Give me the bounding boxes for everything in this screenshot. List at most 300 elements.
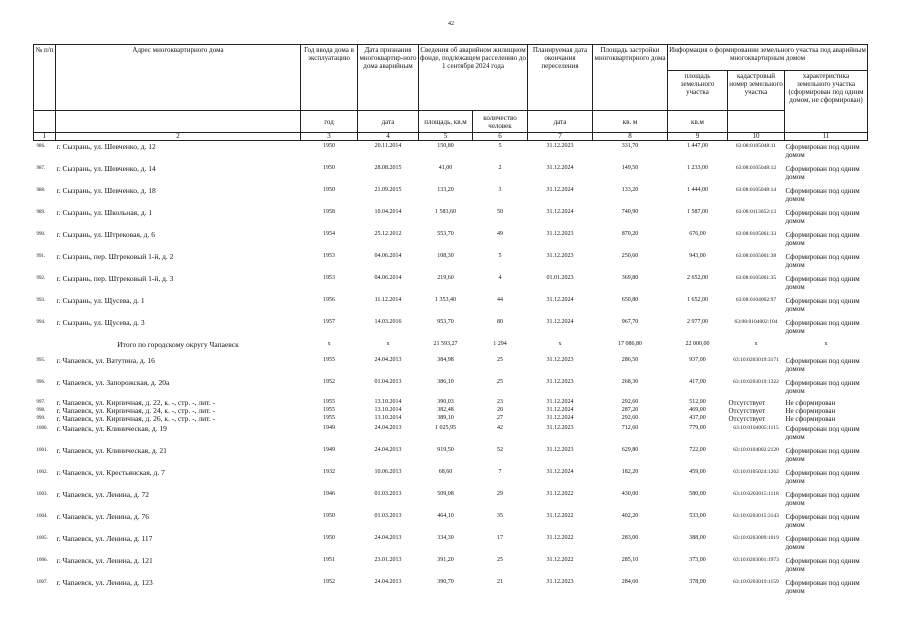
row-number: 994. bbox=[36, 320, 46, 325]
table-row bbox=[34, 399, 868, 407]
row-building-area: 967,70 bbox=[621, 319, 639, 325]
row-status: Сформирован под одним домом bbox=[785, 447, 860, 463]
row-status: Не сформирован bbox=[785, 399, 836, 407]
table-row bbox=[34, 229, 868, 251]
row-date: 10.06.2013 bbox=[374, 469, 402, 475]
total-cadastral: x bbox=[754, 341, 758, 347]
row-cadastral: Отсутствует bbox=[728, 399, 766, 407]
row-number: 1001. bbox=[36, 448, 48, 453]
row-people: 52 bbox=[497, 447, 503, 453]
column-number: 1 bbox=[34, 133, 56, 141]
row-number: 996. bbox=[36, 380, 46, 385]
header-cadastral: кадастровый номер земельного участка bbox=[728, 71, 785, 111]
column-number: 5 bbox=[419, 133, 473, 141]
header-land-info: Информация о формировании земельного участка под аварийным многоквартирным домом bbox=[668, 45, 868, 71]
row-building-area: 268,30 bbox=[621, 379, 639, 385]
row-year: 1951 bbox=[323, 557, 335, 563]
row-address: г. Сызрань, пер. Штрековый 1-й, д. 2 bbox=[56, 252, 174, 261]
row-land-area: 937,00 bbox=[689, 357, 706, 363]
row-number: 1006. bbox=[36, 558, 48, 563]
row-land-area: 1 587,00 bbox=[687, 209, 708, 215]
row-address: г. Сызрань, ул. Щусева, д. 3 bbox=[56, 318, 145, 327]
row-date: 24.04.2013 bbox=[374, 425, 402, 431]
row-status: Сформирован под одним домом bbox=[785, 165, 860, 181]
table-body bbox=[34, 141, 868, 600]
unit-address bbox=[56, 111, 301, 133]
row-land-area: 512,00 bbox=[689, 399, 706, 405]
row-people: 25 bbox=[497, 357, 503, 363]
column-number: 2 bbox=[56, 133, 301, 141]
row-area: 219,60 bbox=[437, 275, 454, 281]
total-area: 21 593,27 bbox=[433, 341, 458, 347]
row-land-area: 779,00 bbox=[689, 425, 706, 431]
row-cadastral: 63:08:0105061:38 bbox=[735, 253, 777, 259]
row-land-area: 676,00 bbox=[689, 231, 706, 237]
row-people: 44 bbox=[497, 297, 503, 303]
row-area: 389,10 bbox=[437, 415, 454, 421]
row-area: 384,98 bbox=[437, 357, 454, 363]
row-land-area: 1 652,00 bbox=[687, 297, 708, 303]
row-land-area: 1 447,00 bbox=[687, 143, 708, 149]
total-label: Итого по городскому округу Чапаевск bbox=[117, 340, 239, 349]
row-address: г. Сызрань, ул. Шевченко, д. 14 bbox=[56, 164, 156, 173]
row-people: 23 bbox=[497, 399, 503, 405]
row-area: 133,20 bbox=[437, 187, 454, 193]
row-building-area: 292,60 bbox=[621, 399, 639, 405]
total-status: x bbox=[824, 341, 828, 347]
row-land-area: 373,00 bbox=[689, 557, 706, 563]
row-date: 24.04.2013 bbox=[374, 579, 402, 585]
total-land-area: 22 000,00 bbox=[685, 341, 710, 347]
row-plan-date: 31.12.2023 bbox=[546, 253, 574, 259]
row-plan-date: 31.12.2024 bbox=[546, 297, 574, 303]
row-number: 988. bbox=[36, 188, 46, 193]
row-building-area: 287,20 bbox=[621, 407, 639, 413]
total-year: x bbox=[327, 341, 331, 347]
row-year: 1932 bbox=[323, 469, 335, 475]
row-address: г. Чапаевск, ул. Ленина, д. 76 bbox=[56, 512, 149, 521]
row-number: 995. bbox=[36, 358, 46, 363]
column-number: 3 bbox=[301, 133, 358, 141]
row-building-area: 629,80 bbox=[621, 447, 639, 453]
row-area: 382,48 bbox=[437, 407, 454, 413]
row-plan-date: 31.12.2024 bbox=[546, 469, 574, 475]
row-area: 391,20 bbox=[437, 557, 454, 563]
row-area: 108,30 bbox=[437, 253, 454, 259]
row-people: 3 bbox=[498, 187, 502, 193]
row-plan-date: 31.12.2023 bbox=[546, 357, 574, 363]
row-status: Сформирован под одним домом bbox=[785, 143, 860, 159]
row-number: 993. bbox=[36, 298, 46, 303]
row-date: 24.04.2013 bbox=[374, 447, 402, 453]
row-land-area: 469,00 bbox=[689, 407, 706, 413]
row-status: Сформирован под одним домом bbox=[785, 379, 860, 395]
row-land-area: 378,00 bbox=[689, 579, 706, 585]
row-status: Сформирован под одним домом bbox=[785, 275, 860, 291]
row-plan-date: 31.12.2024 bbox=[546, 399, 574, 405]
row-building-area: 870,20 bbox=[621, 231, 639, 237]
row-plan-date: 31.12.2022 bbox=[546, 557, 574, 563]
row-year: 1957 bbox=[323, 319, 335, 325]
row-number: 989. bbox=[36, 210, 46, 215]
row-plan-date: 31.12.2024 bbox=[546, 187, 574, 193]
table-header bbox=[34, 45, 868, 141]
row-address: г. Чапаевск, ул. Ленина, д. 121 bbox=[56, 556, 153, 565]
row-address: г. Чапаевск, ул. Ленина, д. 72 bbox=[56, 490, 149, 499]
row-building-area: 286,50 bbox=[621, 357, 639, 363]
row-address: г. Чапаевск, ул. Крестьянская, д. 7 bbox=[56, 468, 165, 477]
table-row bbox=[34, 555, 868, 577]
total-people: 1 294 bbox=[493, 341, 507, 347]
header-building-area: Площадь застройки многоквартирного дома bbox=[593, 45, 668, 111]
table-row bbox=[34, 141, 868, 164]
unit-building-area: кв. м bbox=[593, 111, 668, 133]
row-address: г. Сызрань, ул. Шевченко, д. 12 bbox=[56, 142, 156, 151]
header-land-area: площадь земельного участка bbox=[668, 71, 728, 111]
row-year: 1950 bbox=[323, 535, 335, 541]
row-land-area: 722,00 bbox=[689, 447, 706, 453]
header-address: Адрес многоквартирного дома bbox=[56, 45, 301, 111]
row-status: Сформирован под одним домом bbox=[785, 557, 860, 573]
row-people: 2 bbox=[498, 165, 502, 171]
row-plan-date: 31.12.2022 bbox=[546, 513, 574, 519]
row-year: 1949 bbox=[323, 447, 335, 453]
row-status: Сформирован под одним домом bbox=[785, 491, 860, 507]
row-people: 50 bbox=[497, 209, 503, 215]
row-status: Сформирован под одним домом bbox=[785, 579, 860, 595]
row-area: 390,70 bbox=[437, 579, 454, 585]
row-date: 20.11.2014 bbox=[374, 143, 402, 149]
row-status: Сформирован под одним домом bbox=[785, 319, 860, 335]
housing-table bbox=[33, 44, 868, 599]
row-date: 01.03.2013 bbox=[374, 491, 402, 497]
row-cadastral: 63:10:0203019:1159 bbox=[733, 579, 779, 585]
table-row bbox=[34, 467, 868, 489]
row-status: Сформирован под одним домом bbox=[785, 209, 860, 225]
row-year: 1946 bbox=[323, 491, 335, 497]
column-number: 9 bbox=[668, 133, 728, 141]
row-number: 1002. bbox=[36, 470, 48, 475]
row-number: 1007. bbox=[36, 580, 48, 585]
row-area: 553,70 bbox=[437, 231, 454, 237]
row-year: 1953 bbox=[323, 253, 335, 259]
row-number: 990. bbox=[36, 232, 46, 237]
row-people: 29 bbox=[497, 491, 503, 497]
row-status: Сформирован под одним домом bbox=[785, 469, 860, 485]
row-year: 1955 bbox=[323, 415, 335, 421]
unit-row-number bbox=[34, 111, 56, 133]
row-building-area: 331,70 bbox=[621, 143, 639, 149]
row-plan-date: 31.12.2024 bbox=[546, 165, 574, 171]
column-number: 11 bbox=[785, 133, 868, 141]
row-building-area: 284,60 bbox=[621, 579, 639, 585]
row-plan-date: 01.01.2023 bbox=[546, 275, 574, 281]
total-number bbox=[34, 339, 56, 355]
row-date: 21.09.2015 bbox=[374, 187, 402, 193]
row-plan-date: 31.12.2022 bbox=[546, 491, 574, 497]
row-cadastral: 63:10:0104002:2120 bbox=[733, 447, 779, 453]
row-building-area: 740,90 bbox=[621, 209, 639, 215]
row-address: г. Чапаевск, ул. Клиническая, д. 21 bbox=[56, 446, 167, 455]
row-plan-date: 31.12.2022 bbox=[546, 535, 574, 541]
row-status: Не сформирован bbox=[785, 407, 836, 415]
row-cadastral: 63:08:0104002:104 bbox=[734, 319, 778, 325]
row-address: г. Чапаевск, ул. Ватутина, д. 16 bbox=[56, 356, 155, 365]
row-year: 1953 bbox=[323, 275, 335, 281]
row-number: 1000. bbox=[36, 426, 48, 431]
row-land-area: 459,00 bbox=[689, 469, 706, 475]
row-people: 20 bbox=[497, 407, 503, 413]
table-row bbox=[34, 489, 868, 511]
row-address: г. Чапаевск, ул. Кирпичная, д. 24, к. -, стр. -, лит. - bbox=[56, 407, 216, 415]
row-people: 42 bbox=[497, 425, 503, 431]
table-row bbox=[34, 185, 868, 207]
row-cadastral: 63:10:0203015:3143 bbox=[733, 513, 779, 519]
row-area: 68,60 bbox=[438, 469, 453, 475]
unit-year: год bbox=[301, 111, 358, 133]
row-area: 1 353,40 bbox=[435, 297, 456, 303]
row-people: 49 bbox=[497, 231, 503, 237]
table-row bbox=[34, 295, 868, 317]
row-people: 4 bbox=[498, 275, 502, 281]
row-area: 509,08 bbox=[437, 491, 454, 497]
row-number: 1003. bbox=[36, 492, 48, 497]
row-building-area: 182,20 bbox=[621, 469, 639, 475]
table-row bbox=[34, 415, 868, 423]
row-date: 24.04.2013 bbox=[374, 535, 402, 541]
row-people: 25 bbox=[497, 557, 503, 563]
row-building-area: 149,50 bbox=[621, 165, 639, 171]
row-land-area: 437,00 bbox=[689, 415, 706, 421]
header-row-number: № п/п bbox=[34, 45, 56, 111]
row-people: 27 bbox=[497, 415, 503, 421]
row-number: 1005. bbox=[36, 536, 48, 541]
row-area: 464,10 bbox=[437, 513, 454, 519]
row-date: 10.04.2014 bbox=[374, 209, 402, 215]
table-row bbox=[34, 533, 868, 555]
table-row bbox=[34, 511, 868, 533]
row-address: г. Чапаевск, ул. Ленина, д. 123 bbox=[56, 578, 153, 587]
row-plan-date: 31.12.2024 bbox=[546, 319, 574, 325]
row-cadastral: 63:08:0105048:14 bbox=[735, 187, 777, 193]
row-land-area: 580,00 bbox=[689, 491, 706, 497]
row-cadastral: 63:10:0203019:1322 bbox=[733, 379, 779, 385]
row-year: 1955 bbox=[323, 407, 335, 413]
row-building-area: 650,80 bbox=[621, 297, 639, 303]
row-number: 997. bbox=[36, 400, 46, 405]
row-cadastral: 63:08:0105061:35 bbox=[735, 275, 777, 281]
row-land-area: 943,00 bbox=[689, 253, 706, 259]
row-plan-date: 31.12.2023 bbox=[546, 579, 574, 585]
row-date: 13.10.2014 bbox=[374, 415, 402, 421]
row-land-area: 2 652,00 bbox=[687, 275, 708, 281]
row-date: 13.10.2014 bbox=[374, 407, 402, 413]
row-year: 1954 bbox=[323, 231, 335, 237]
unit-cadastral bbox=[728, 111, 785, 133]
row-status: Сформирован под одним домом bbox=[785, 187, 860, 203]
row-area: 953,70 bbox=[437, 319, 454, 325]
row-date: 04.06.2014 bbox=[374, 275, 402, 281]
row-area: 150,80 bbox=[437, 143, 454, 149]
row-people: 21 bbox=[497, 579, 503, 585]
header-emergency-fund: Сведения об аварийном жилищном фонде, подлежащем расселению до 1 сентября 2024 года bbox=[419, 45, 528, 111]
total-building-area: 17 086,80 bbox=[618, 341, 642, 347]
row-area: 390,03 bbox=[437, 399, 454, 405]
row-year: 1950 bbox=[323, 143, 335, 149]
row-date: 24.04.2013 bbox=[374, 357, 402, 363]
row-people: 5 bbox=[498, 253, 502, 259]
total-plan-date: x bbox=[558, 341, 562, 347]
row-address: г. Сызрань, ул. Щусева, д. 1 bbox=[56, 296, 145, 305]
row-land-area: 417,00 bbox=[689, 379, 706, 385]
row-people: 5 bbox=[498, 143, 502, 149]
row-land-area: 2 977,00 bbox=[687, 319, 708, 325]
row-address: г. Чапаевск, ул. Кирпичная, д. 26, к. -, стр. -, лит. - bbox=[56, 415, 216, 423]
row-number: 986. bbox=[36, 144, 46, 149]
row-address: г. Чапаевск, ул. Кирпичная, д. 22, к. -, стр. -, лит. - bbox=[56, 399, 216, 407]
table-row bbox=[34, 407, 868, 415]
row-land-area: 388,00 bbox=[689, 535, 706, 541]
row-area: 1 025,95 bbox=[435, 425, 456, 431]
row-cadastral: Отсутствует bbox=[728, 415, 766, 423]
row-status: Сформирован под одним домом bbox=[785, 231, 860, 247]
row-plan-date: 31.12.2024 bbox=[546, 407, 574, 413]
row-number: 992. bbox=[36, 276, 46, 281]
row-year: 1950 bbox=[323, 165, 335, 171]
row-cadastral: 63:08:0105048:12 bbox=[735, 165, 777, 171]
row-address: г. Сызрань, ул. Штрековая, д. 6 bbox=[56, 230, 155, 239]
row-building-area: 430,00 bbox=[621, 491, 639, 497]
row-area: 919,50 bbox=[437, 447, 454, 453]
row-status: Сформирован под одним домом bbox=[785, 297, 860, 313]
row-date: 11.12.2014 bbox=[374, 297, 402, 303]
row-building-area: 133,20 bbox=[621, 187, 639, 193]
row-number: 998. bbox=[36, 408, 46, 413]
row-area: 1 583,60 bbox=[435, 209, 456, 215]
table-row bbox=[34, 423, 868, 445]
header-land-status: характеристика земельного участка (сформирован под одним домом, не сформирован) bbox=[785, 71, 868, 133]
row-building-area: 283,00 bbox=[621, 535, 639, 541]
row-building-area: 250,60 bbox=[621, 253, 639, 259]
row-address: г. Чапаевск, ул. Ленина, д. 117 bbox=[56, 534, 153, 543]
column-number: 7 bbox=[528, 133, 593, 141]
table-row bbox=[34, 377, 868, 399]
row-building-area: 285,10 bbox=[621, 557, 639, 563]
row-cadastral: 63:10:0203009:1019 bbox=[733, 535, 779, 541]
row-cadastral: 63:10:0104005:1115 bbox=[733, 425, 779, 431]
row-number: 991. bbox=[36, 254, 46, 259]
row-people: 80 bbox=[497, 319, 503, 325]
row-area: 41,00 bbox=[438, 165, 453, 171]
row-building-area: 402,20 bbox=[621, 513, 639, 519]
page-number: 42 bbox=[448, 21, 454, 27]
row-address: г. Чапаевск, ул. Клиническая, д. 19 bbox=[56, 424, 167, 433]
table-row bbox=[34, 355, 868, 377]
unit-land-area: кв.м bbox=[668, 111, 728, 133]
row-status: Не сформирован bbox=[785, 415, 836, 423]
row-plan-date: 31.12.2023 bbox=[546, 425, 574, 431]
row-address: г. Сызрань, ул. Школьная, д. 1 bbox=[56, 208, 153, 217]
unit-plan-date: дата bbox=[528, 111, 593, 133]
row-building-area: 292,60 bbox=[621, 415, 639, 421]
table-row bbox=[34, 207, 868, 229]
row-date: 01.04.2013 bbox=[374, 379, 402, 385]
table-row bbox=[34, 445, 868, 467]
table-row bbox=[34, 577, 868, 599]
row-date: 04.06.2014 bbox=[374, 253, 402, 259]
row-year: 1956 bbox=[323, 297, 335, 303]
row-cadastral: 63:08:0105061:33 bbox=[735, 231, 777, 237]
row-people: 17 bbox=[497, 535, 503, 541]
unit-area: площадь, кв.м bbox=[419, 111, 473, 133]
header-emergency-date: Дата признания многоквартир-ного дома аварийным bbox=[358, 45, 419, 111]
row-people: 25 bbox=[497, 379, 503, 385]
row-plan-date: 31.12.2023 bbox=[546, 379, 574, 385]
row-date: 01.03.2013 bbox=[374, 513, 402, 519]
row-status: Сформирован под одним домом bbox=[785, 535, 860, 551]
row-plan-date: 31.12.2023 bbox=[546, 143, 574, 149]
row-date: 14.03.2016 bbox=[374, 319, 402, 325]
row-number: 1004. bbox=[36, 514, 48, 519]
row-plan-date: 31.12.2023 bbox=[546, 447, 574, 453]
row-year: 1958 bbox=[323, 209, 335, 215]
row-year: 1952 bbox=[323, 379, 335, 385]
column-number: 6 bbox=[473, 133, 528, 141]
column-number: 8 bbox=[593, 133, 668, 141]
row-building-area: 712,60 bbox=[621, 425, 639, 431]
row-year: 1955 bbox=[323, 399, 335, 405]
row-date: 25.12.2012 bbox=[374, 231, 402, 237]
header-plan-date: Планируемая дата окончания переселения bbox=[528, 45, 593, 111]
row-cadastral: 63:08:0104002:97 bbox=[735, 297, 777, 303]
row-year: 1952 bbox=[323, 579, 335, 585]
row-cadastral: 63:10:0105024:1262 bbox=[733, 469, 779, 475]
row-area: 334,30 bbox=[437, 535, 454, 541]
row-cadastral: 63:10:0203019:3171 bbox=[733, 357, 779, 363]
row-address: г. Сызрань, пер. Штрековый 1-й, д. 3 bbox=[56, 274, 174, 283]
total-row bbox=[34, 339, 868, 355]
unit-people: количество человек bbox=[473, 111, 528, 133]
row-number: 987. bbox=[36, 166, 46, 171]
header-year: Год ввода дома в эксплуатацию bbox=[301, 45, 358, 111]
row-address: г. Чапаевск, ул. Запорожская, д. 20а bbox=[56, 378, 170, 387]
row-cadastral: Отсутствует bbox=[728, 407, 766, 415]
column-number: 4 bbox=[358, 133, 419, 141]
row-status: Сформирован под одним домом bbox=[785, 425, 860, 441]
row-date: 23.01.2013 bbox=[374, 557, 402, 563]
row-people: 35 bbox=[497, 513, 503, 519]
row-cadastral: 63:08:0105048:11 bbox=[735, 143, 777, 149]
row-status: Сформирован под одним домом bbox=[785, 253, 860, 269]
row-address: г. Сызрань, ул. Шевченко, д. 18 bbox=[56, 186, 156, 195]
row-number: 999. bbox=[36, 416, 46, 421]
unit-date: дата bbox=[358, 111, 419, 133]
row-year: 1955 bbox=[323, 357, 335, 363]
row-land-area: 1 444,00 bbox=[687, 187, 708, 193]
table-row bbox=[34, 273, 868, 295]
row-status: Сформирован под одним домом bbox=[785, 357, 860, 373]
column-number: 10 bbox=[728, 133, 785, 141]
table-row bbox=[34, 317, 868, 339]
row-date: 28.08.2015 bbox=[374, 165, 402, 171]
row-plan-date: 31.12.2024 bbox=[546, 415, 574, 421]
row-people: 7 bbox=[498, 469, 502, 475]
table-row bbox=[34, 163, 868, 185]
row-status: Сформирован под одним домом bbox=[785, 513, 860, 529]
row-plan-date: 31.12.2023 bbox=[546, 231, 574, 237]
row-building-area: 369,80 bbox=[621, 275, 639, 281]
row-cadastral: 63:10:0203001:1973 bbox=[733, 557, 779, 563]
